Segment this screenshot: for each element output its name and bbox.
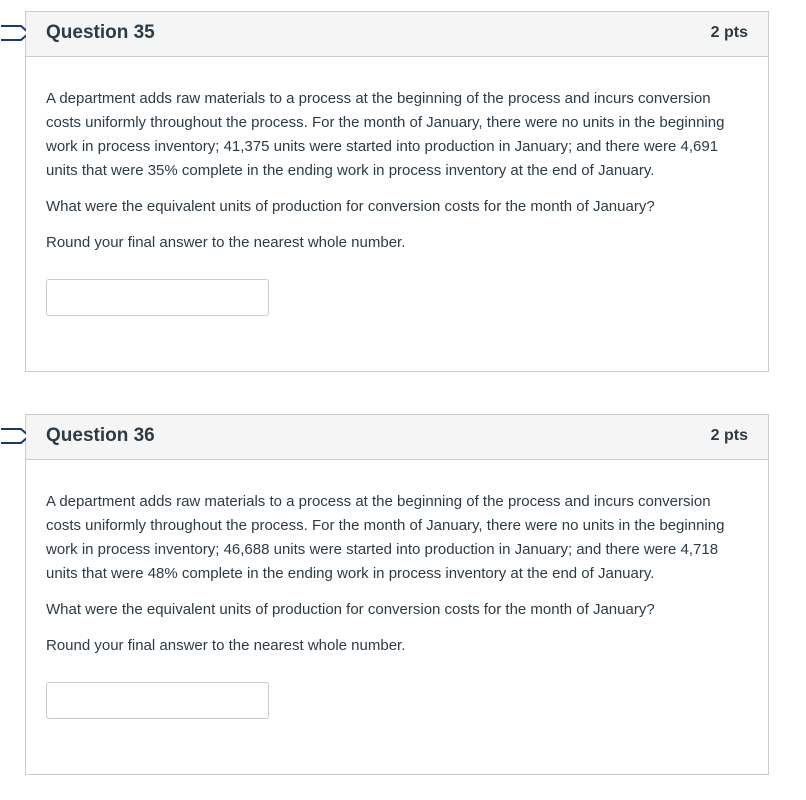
question-prompt: What were the equivalent units of production for conversion costs for the month of January? <box>46 601 655 618</box>
question-text: A department adds raw materials to a process at the beginning of the process and incurs conversion costs uniformly throughout the process. For the month of January, there were no units in the beginning work in process inventory; 41,375 units were started into production in January; and there were 4,691 units that were 35% complete in the ending work in process inventory at the end of January. <box>46 90 725 179</box>
answer-input[interactable] <box>46 682 269 719</box>
question-body <box>26 57 768 316</box>
question-instruction: Round your final answer to the nearest whole number. <box>46 234 406 251</box>
question-prompt: What were the equivalent units of production for conversion costs for the month of January? <box>46 198 655 215</box>
question-points: 2 pts <box>710 427 748 444</box>
question-header <box>26 415 768 460</box>
question-35 <box>25 11 769 372</box>
question-instruction: Round your final answer to the nearest whole number. <box>46 637 406 654</box>
question-text: A department adds raw materials to a process at the beginning of the process and incurs conversion costs uniformly throughout the process. For the month of January, there were no units in the beginning work in process inventory; 46,688 units were started into production in January; and there were 4,718 units that were 48% complete in the ending work in process inventory at the end of January. <box>46 493 725 582</box>
question-36 <box>25 414 769 775</box>
question-body <box>26 460 768 719</box>
question-title: Question 35 <box>46 22 155 43</box>
answer-input[interactable] <box>46 279 269 316</box>
question-points: 2 pts <box>710 24 748 41</box>
question-title: Question 36 <box>46 425 155 446</box>
question-header <box>26 12 768 57</box>
